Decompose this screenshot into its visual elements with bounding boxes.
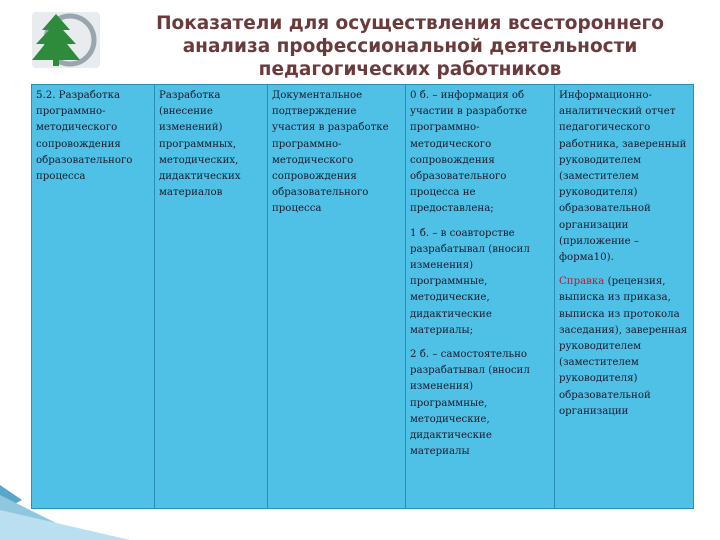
scoring-cell — [406, 85, 555, 509]
content-cell — [155, 85, 268, 509]
tree-logo-icon — [30, 10, 102, 70]
title-line-2: анализа профессиональной деятельности — [182, 36, 638, 57]
score-0-text: 0 б. – информация об участии в разработке программно-методического сопровождения образовательного процесса не предоставлена; — [410, 90, 527, 215]
documents-cell — [555, 85, 694, 509]
certificate-details: (рецензия, выписка из приказа, выписка из протокола заседания), заверенная руководителем (заместителем руководителя) образовательной организации — [559, 276, 688, 417]
certificate-text — [559, 274, 689, 420]
report-text: Информационно-аналитический отчет педагогического работника, заверенный руководителем (заместителем руководителя) образовательной организации (приложение – форма10). — [559, 90, 687, 264]
score-1-text: 1 б. – в соавторстве разрабатывал (вносил изменения) программные, методические, дидактические материалы; — [410, 227, 530, 336]
score-2-text: 2 б. – самостоятельно разрабатывал (вносил изменения) программные, методические, дидактические материалы — [410, 349, 530, 458]
content-text: Разработка (внесение изменений) программных, методических, дидактических материалов — [159, 90, 241, 199]
title-line-3: педагогических работников — [258, 59, 562, 80]
slide-title — [130, 12, 690, 81]
spravka-label: Справка — [559, 276, 605, 288]
indicator-cell — [32, 85, 155, 509]
criteria-table — [31, 84, 694, 509]
evidence-text: Документальное подтверждение участия в разработке программно-методического сопровождения образовательного процесса — [272, 90, 389, 215]
indicator-text: 5.2. Разработка программно-методического сопровождения образовательного процесса — [36, 90, 133, 183]
table-row — [32, 85, 694, 509]
evidence-cell — [268, 85, 406, 509]
title-line-1: Показатели для осуществления всестороннего — [156, 13, 664, 34]
